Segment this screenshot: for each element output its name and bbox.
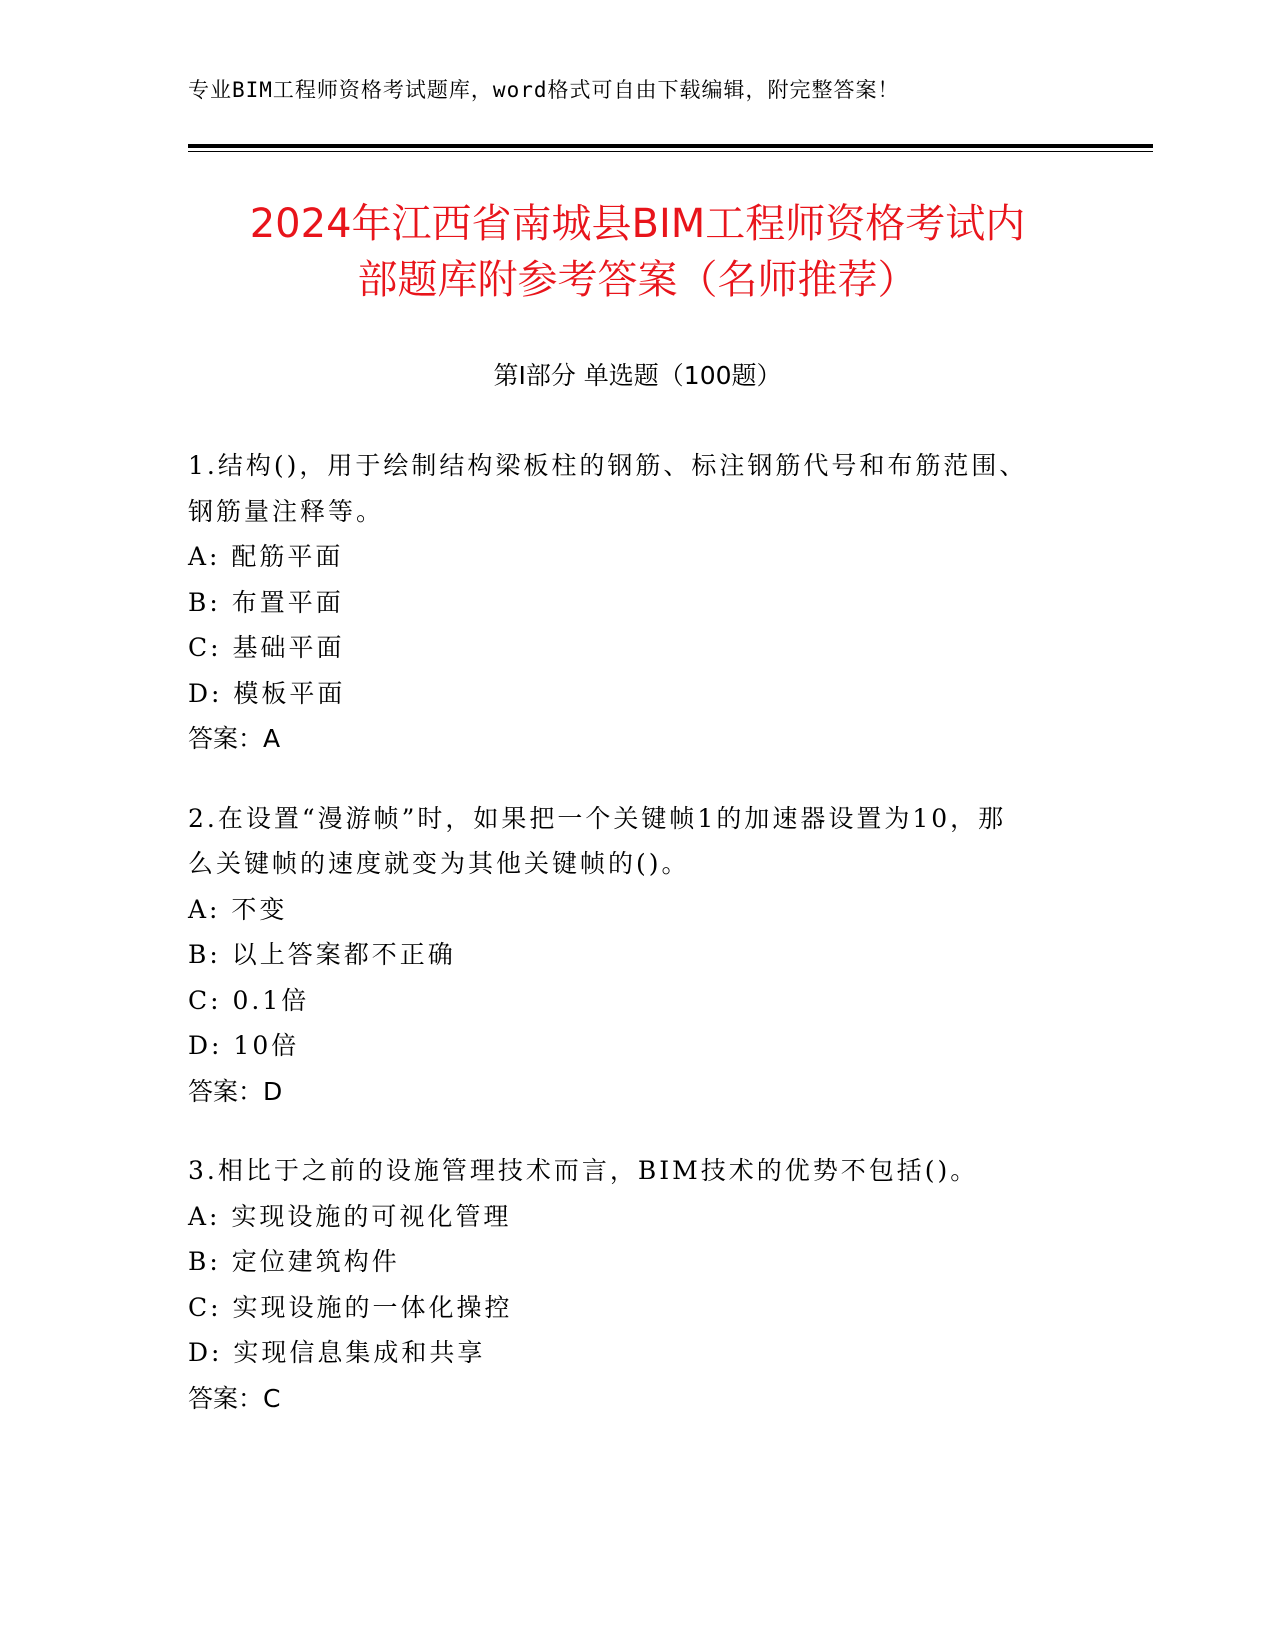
answer-label: 答案：A bbox=[188, 724, 281, 753]
question-stem-line: 3.相比于之前的设施管理技术而言，BIM技术的优势不包括()。 bbox=[188, 1156, 979, 1185]
answer-label: 答案：C bbox=[188, 1383, 281, 1413]
question-stem bbox=[188, 1148, 1088, 1194]
title-line-1: 2024年江西省南城县BIM工程师资格考试内 bbox=[249, 201, 1026, 247]
section-heading: 第Ⅰ部分 单选题（100题） bbox=[493, 361, 782, 390]
answer-label: 答案：D bbox=[188, 1076, 283, 1106]
question-list bbox=[188, 443, 1088, 1455]
option-d: D: 10倍 bbox=[188, 1031, 300, 1060]
option-d: D: 模板平面 bbox=[188, 678, 346, 708]
option-b: B: 以上答案都不正确 bbox=[188, 940, 456, 969]
option-b: B: 布置平面 bbox=[188, 587, 344, 617]
header-divider-thick bbox=[188, 144, 1153, 148]
question-stem-line: 2.在设置“漫游帧”时，如果把一个关键帧1的加速器设置为10，那 bbox=[188, 803, 1007, 833]
option-a: A: 实现设施的可视化管理 bbox=[188, 1201, 512, 1231]
header-divider-thin bbox=[188, 151, 1153, 152]
question-1 bbox=[188, 443, 1088, 762]
option-c: C: 基础平面 bbox=[188, 633, 345, 662]
question-stem-line: 么关键帧的速度就变为其他关键帧的()。 bbox=[188, 849, 690, 878]
option-a: A: 不变 bbox=[188, 894, 288, 924]
document-title bbox=[150, 196, 1125, 308]
title-line-2: 部题库附参考答案（名师推荐） bbox=[357, 257, 918, 303]
option-b: B: 定位建筑构件 bbox=[188, 1247, 400, 1276]
question-stem bbox=[188, 796, 1088, 887]
question-2 bbox=[188, 796, 1088, 1115]
option-d: D: 实现信息集成和共享 bbox=[188, 1338, 486, 1367]
header-note: 专业BIM工程师资格考试题库，word格式可自由下载编辑，附完整答案！ bbox=[188, 78, 900, 102]
question-3 bbox=[188, 1148, 1088, 1421]
option-c: C: 实现设施的一体化操控 bbox=[188, 1292, 513, 1322]
option-a: A: 配筋平面 bbox=[188, 542, 344, 571]
question-stem-line: 钢筋量注释等。 bbox=[188, 496, 385, 526]
question-stem-line: 1.结构()，用于绘制结构梁板柱的钢筋、标注钢筋代号和布筋范围、 bbox=[188, 451, 1028, 480]
question-stem bbox=[188, 443, 1088, 534]
option-c: C: 0.1倍 bbox=[188, 985, 310, 1015]
